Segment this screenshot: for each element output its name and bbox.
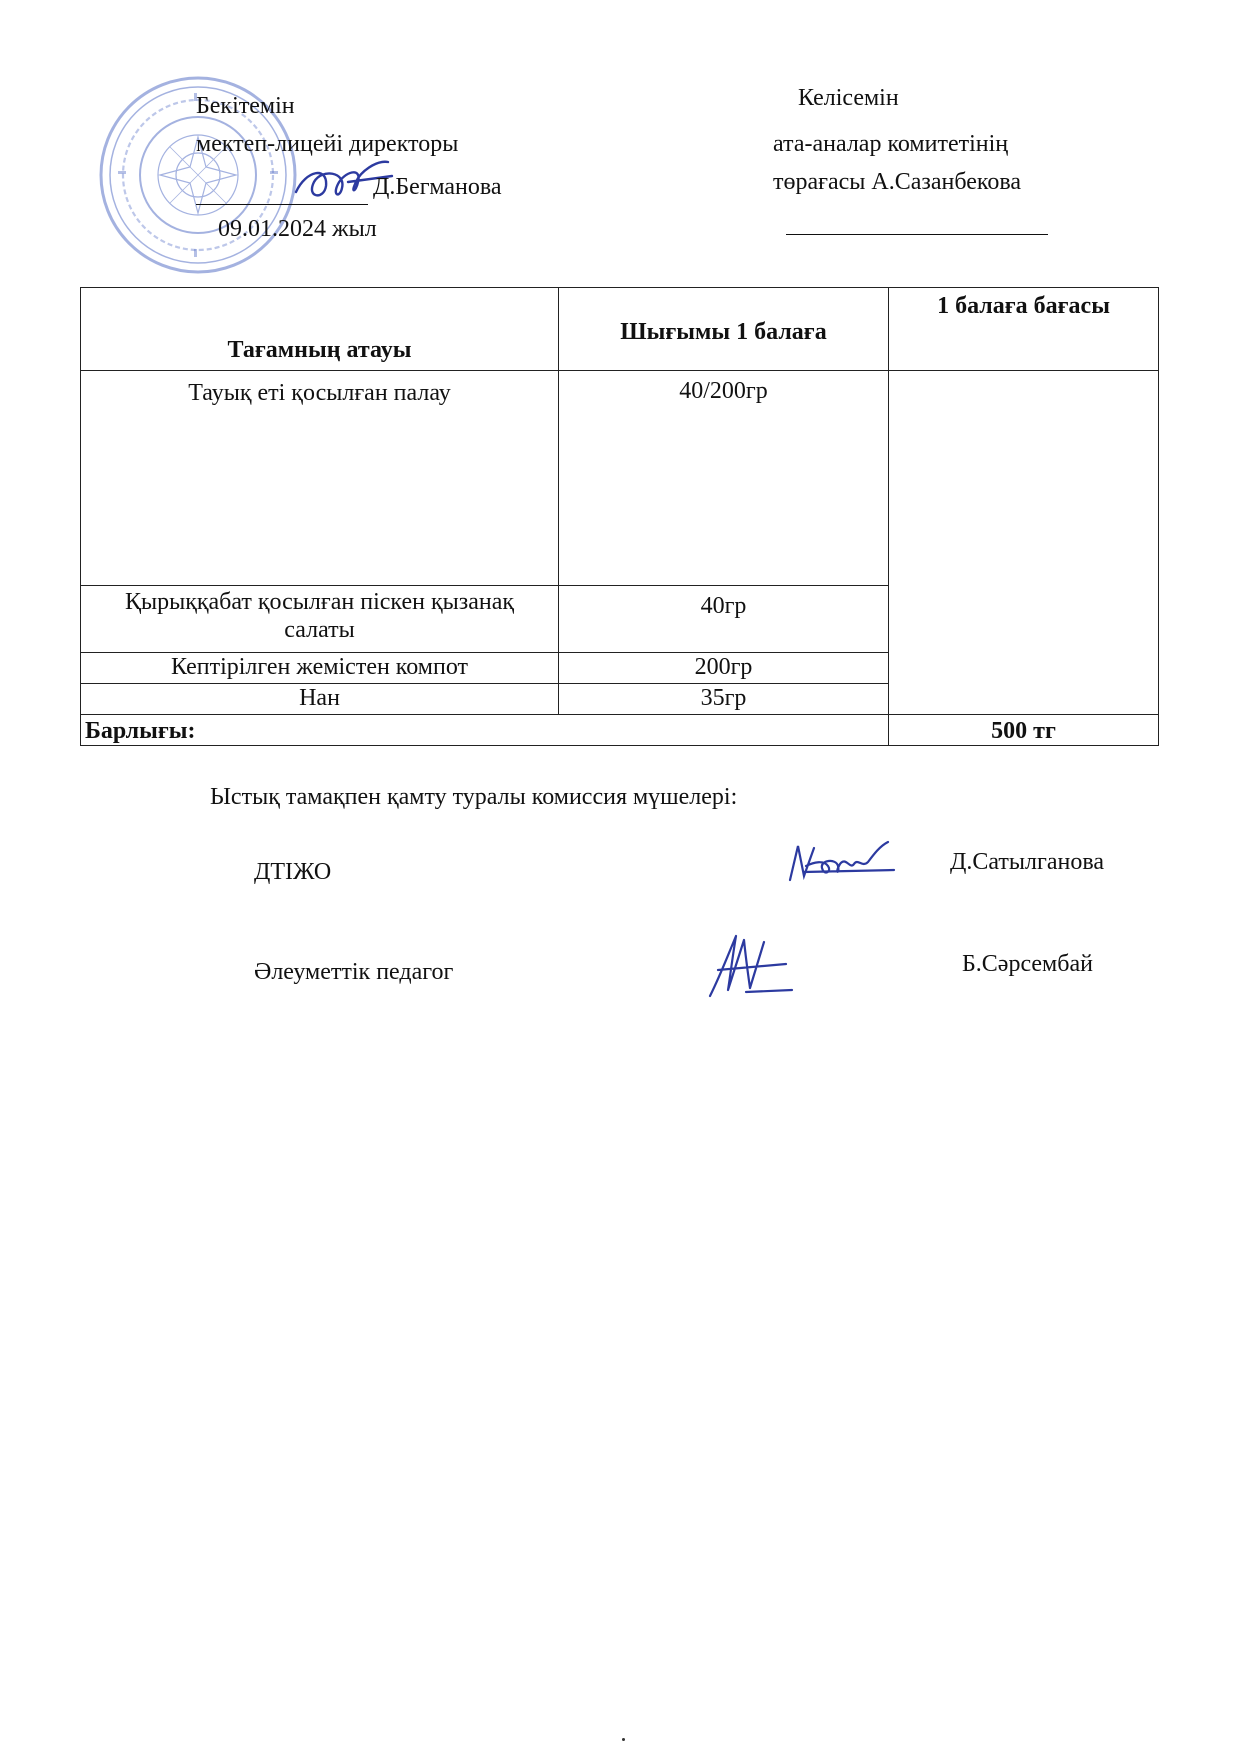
header-dish-name: Тағамның атауы bbox=[81, 288, 559, 371]
member-role: ДТІЖО bbox=[254, 859, 332, 885]
committee-chair-name: төрағасы А.Сазанбекова bbox=[773, 169, 1022, 195]
header-price-per-child: 1 балаға бағасы bbox=[889, 288, 1159, 371]
table-total-row bbox=[81, 715, 1159, 746]
dish-output: 40гр bbox=[559, 586, 889, 653]
approval-date: 09.01.2024 жыл bbox=[218, 216, 377, 242]
total-value: 500 тг bbox=[889, 715, 1159, 746]
dish-output: 200гр bbox=[559, 653, 889, 684]
dish-name: Қырыққабат қосылған піскен қызанақ салаты bbox=[81, 586, 559, 653]
header-output-per-child: Шығымы 1 балаға bbox=[559, 288, 889, 371]
dish-name: Тауық еті қосылған палау bbox=[81, 371, 559, 586]
table-row bbox=[81, 371, 1159, 586]
dish-output: 40/200гр bbox=[559, 371, 889, 586]
director-title: мектеп-лицейі директоры bbox=[196, 131, 459, 157]
member-name: Б.Сәрсембай bbox=[962, 951, 1093, 977]
table-header-row bbox=[81, 288, 1159, 371]
member-role: Әлеуметтік педагог bbox=[254, 959, 454, 985]
member-signature bbox=[784, 836, 904, 886]
member-name: Д.Сатылганова bbox=[950, 849, 1105, 875]
dish-name: Кептірілген жемістен компот bbox=[81, 653, 559, 684]
dish-name: Нан bbox=[81, 684, 559, 715]
director-name: Д.Бегманова bbox=[373, 174, 502, 200]
scan-speck bbox=[622, 1738, 625, 1741]
approval-label: Бекітемін bbox=[196, 93, 295, 119]
agreement-label: Келісемін bbox=[798, 85, 899, 111]
member-signature bbox=[706, 930, 796, 1000]
dish-output: 35гр bbox=[559, 684, 889, 715]
price-cell bbox=[889, 371, 1159, 715]
total-label: Барлығы: bbox=[81, 715, 889, 746]
commission-title: Ыстық тамақпен қамту туралы комиссия мүшелері: bbox=[210, 784, 738, 810]
menu-table bbox=[80, 287, 1159, 746]
committee-signature-line bbox=[786, 234, 1048, 235]
committee-title: ата-аналар комитетінің bbox=[773, 131, 1009, 157]
